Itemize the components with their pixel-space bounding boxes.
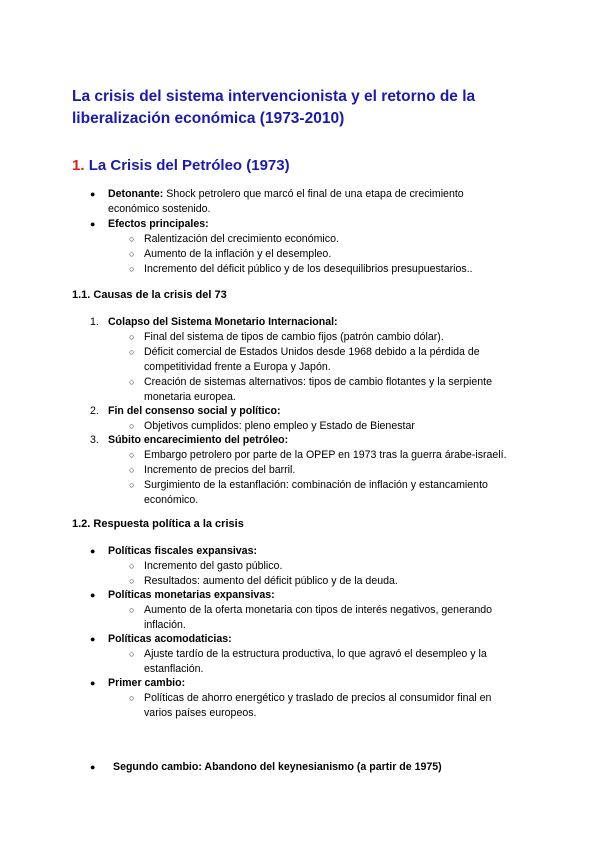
section-1-2-heading: 1.2. Respuesta política a la crisis [72,518,244,530]
circle-bullet-icon: ○ [129,377,135,387]
section-1-1-heading: 1.1. Causas de la crisis del 73 [72,289,227,301]
group-label: Primer cambio: [108,677,186,689]
bullet-icon: ● [90,678,96,688]
list-number: 1. [90,316,99,328]
cause-label: Súbito encarecimiento del petróleo: [108,434,289,446]
detonante-text: Shock petrolero que marcó el final de una etapa de crecimiento [166,188,464,200]
detonante-text-cont: económico sostenido. [108,203,211,215]
segundo-cambio-heading: Segundo cambio: Abandono del keynesianismo (a partir de 1975) [113,761,442,773]
list-item-cont: competitividad frente a Europa y Japón. [144,361,331,373]
bullet-icon: ● [90,546,96,556]
list-item: Incremento del déficit público y de los desequilibrios presupuestarios.. [144,263,473,275]
list-item: Incremento del gasto público. [144,560,283,572]
bullet-icon: ● [90,219,96,229]
list-item-cont: varios países europeos. [144,707,257,719]
list-item: Incremento de precios del barril. [144,464,296,476]
list-item: Ralentización del crecimiento económico. [144,233,339,245]
list-item-detonante [108,187,464,202]
circle-bullet-icon: ○ [129,264,135,274]
circle-bullet-icon: ○ [129,332,135,342]
circle-bullet-icon: ○ [129,480,135,490]
list-item-cont: inflación. [144,619,186,631]
circle-bullet-icon: ○ [129,605,135,615]
page-title: La crisis del sistema intervencionista y el retorno de la liberalización económica (1973-2010) [72,88,476,127]
section-1-number: 1. [72,157,85,174]
list-item: Embargo petrolero por parte de la OPEP en 1973 tras la guerra árabe-israelí. [144,449,507,461]
bullet-icon: ● [90,762,96,772]
list-item: Políticas de ahorro energético y traslado de precios al consumidor final en [144,692,492,704]
group-label: Políticas monetarias expansivas: [108,589,275,601]
list-item-cont: monetaria europea. [144,391,236,403]
list-item: Creación de sistemas alternativos: tipos de cambio flotantes y la serpiente [144,376,493,388]
list-number: 2. [90,405,99,417]
circle-bullet-icon: ○ [129,421,135,431]
circle-bullet-icon: ○ [129,561,135,571]
list-item: Objetivos cumplidos: pleno empleo y Estado de Bienestar [144,420,415,432]
bullet-icon: ● [90,634,96,644]
section-1-heading [72,157,290,174]
list-item: Ajuste tardío de la estructura productiva, lo que agravó el desempleo y la [144,648,487,660]
circle-bullet-icon: ○ [129,465,135,475]
bullet-icon: ● [90,590,96,600]
list-item-cont: estanflación. [144,663,204,675]
detonante-label: Detonante: [108,188,164,200]
list-item: Aumento de la oferta monetaria con tipos de interés negativos, generando [144,604,493,616]
section-1-title: La Crisis del Petróleo (1973) [88,157,290,174]
circle-bullet-icon: ○ [129,693,135,703]
group-label: Políticas acomodaticias: [108,633,232,645]
circle-bullet-icon: ○ [129,576,135,586]
circle-bullet-icon: ○ [129,450,135,460]
list-item: Aumento de la inflación y el desempleo. [144,248,332,260]
list-item: Resultados: aumento del déficit público y de la deuda. [144,575,398,587]
circle-bullet-icon: ○ [129,249,135,259]
list-item-cont: económico. [144,494,199,506]
cause-label: Fin del consenso social y político: [108,405,281,417]
list-item: Déficit comercial de Estados Unidos desde 1968 debido a la pérdida de [144,346,480,358]
list-item: Surgimiento de la estanflación: combinación de inflación y estancamiento [144,479,488,491]
circle-bullet-icon: ○ [129,347,135,357]
cause-label: Colapso del Sistema Monetario Internacional: [108,316,338,328]
circle-bullet-icon: ○ [129,234,135,244]
efectos-label: Efectos principales: [108,218,209,230]
list-number: 3. [90,434,99,446]
circle-bullet-icon: ○ [129,649,135,659]
list-item: Final del sistema de tipos de cambio fijos (patrón cambio dólar). [144,331,444,343]
bullet-icon: ● [90,189,96,199]
group-label: Políticas fiscales expansivas: [108,545,257,557]
